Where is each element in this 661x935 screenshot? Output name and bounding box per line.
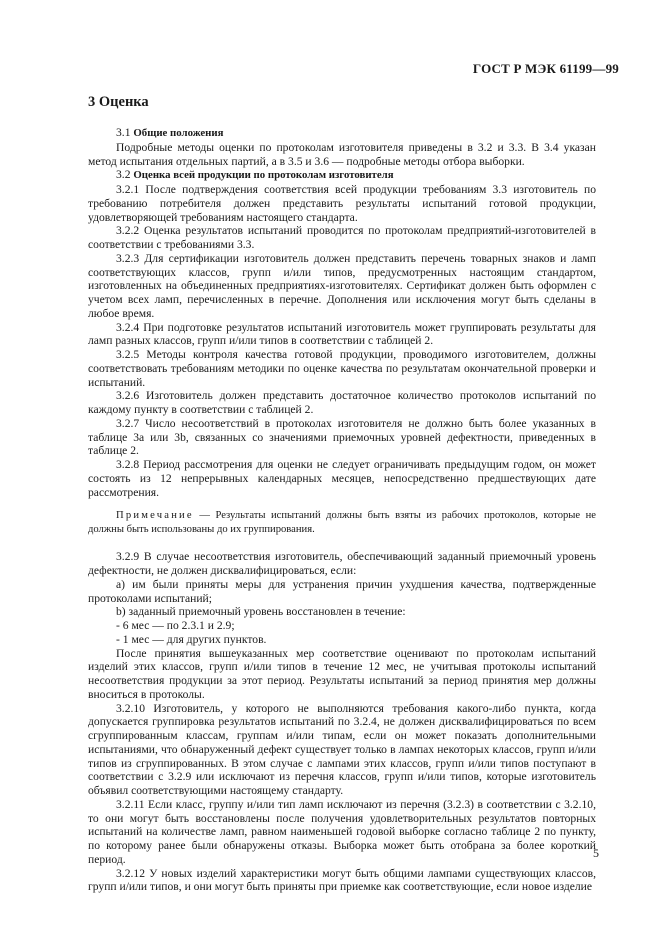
paragraph: 3.2.4 При подготовке результатов испытаний изготовитель может группировать результаты для ламп разных классов, групп и/или типов в соответствии с таблицей 2. (88, 320, 596, 348)
paragraph: 3.2.8 Период рассмотрения для оценки не следует ограничивать предыдущим годом, он может состоять из 12 непрерывных календарных месяцев, непосредственно предшествующих дате рассмотрения. (88, 458, 596, 499)
list-item: b) заданный приемочный уровень восстановлен в течение: (116, 605, 406, 619)
paragraph: 3.2.9 В случае несоответствия изготовитель, обеспечивающий заданный приемочный уровень дефектности, не должен дисквалифицироваться, если: (88, 550, 596, 577)
paragraph: 3.2.5 Методы контроля качества готовой продукции, проводимого изготовителем, должны соответствовать требованиям методики по оценке качества по результатам окончательной проверки и испытаний. (88, 348, 596, 389)
page-number: 5 (593, 846, 599, 860)
paragraph: 3.2.12 У новых изделий характеристики могут быть общими лампами существующих классов, групп и/или типов, и они могут быть приняты при приемке как соответствующие, если новое изделие (88, 866, 596, 894)
paragraph: Подробные методы оценки по протоколам изготовителя приведены в 3.2 и 3.3. В 3.4 указан метод испытания отдельных партий, а в 3.5 и 3.6 — подробные методы отбора выборки. (88, 140, 596, 168)
note-text: — Результаты испытаний должны быть взяты из рабочих протоколов, которые не должны быть использованы до их группирования. (88, 510, 596, 535)
subsection-number: 3.2 (116, 168, 131, 182)
section-title: 3 Оценка (88, 94, 149, 110)
subsection-title: Общие положения (133, 127, 224, 139)
list-item: a) им были приняты меры для устранения причин ухудшения качества, подтвержденные протоколами испытаний; (88, 577, 596, 605)
note-label: Примечание (116, 510, 194, 522)
subsection-heading (88, 126, 596, 141)
paragraph: 3.2.1 После подтверждения соответствия всей продукции требованиям 3.3 изготовитель по требованию потребителя должен представить результаты испытаний готовой продукции, удовлетворяющей требованиям настоящего стандарта. (88, 183, 596, 224)
paragraph: 3.2.3 Для сертификации изготовитель должен представить перечень товарных знаков и ламп соответствующих классов, групп и/или типов, предусмотренных настоящим стандартом, изготовленных на объединенных предприятиях-изготовителях. Сертификат должен быть оформлен с учетом всех ламп, перечисленных в перечне. Дополнения или исключения могут быть сделаны в любое время. (88, 251, 596, 320)
paragraph: 3.2.11 Если класс, группу и/или тип ламп исключают из перечня (3.2.3) в соответствии с 3.2.10, то они могут быть восстановлены после получения удовлетворительных результатов повторных испытаний на количестве ламп, равном наименьшей годовой выборке согласно таблице 2 по пункту, по которому ранее были обнаружены отказы. Выборка может быть отобрана за более короткий период. (88, 797, 596, 866)
paragraph: 3.2.10 Изготовитель, у которого не выполняются требования какого-либо пункта, когда допускается группировка результатов испытаний по 3.2.4, не должен дисквалифицироваться по всем сгруппированным классам, группам и/или типам, если он может показать дополнительными испытаниями, что обнаруженный дефект существует только в лампах некоторых классов, групп и/или типов из сгруппированных. В этом случае с лампами этих классов, групп и/или типов поступают в соответствии с 3.2.9 или исключают из перечня классов, групп и/или типов, которые изготовитель объявил соответствующими настоящему стандарту. (88, 701, 596, 797)
paragraph: 3.2.6 Изготовитель должен представить достаточное количество протоколов испытаний по каждому пункту в соответствии с таблицей 2. (88, 389, 596, 416)
note (88, 509, 596, 536)
list-item: - 6 мес — по 2.3.1 и 2.9; (116, 619, 235, 632)
document-body (88, 126, 596, 894)
subsection-title: Оценка всей продукции по протоколам изготовителя (133, 169, 394, 182)
subsection-number: 3.1 (116, 126, 131, 139)
list-item: - 1 мес — для других пунктов. (116, 632, 267, 646)
subsection-heading (88, 168, 596, 183)
standard-header: ГОСТ Р МЭК 61199—99 (472, 61, 619, 76)
paragraph: 3.2.2 Оценка результатов испытаний проводится по протоколам предприятий-изготовителей в соответствии с требованиями 3.3. (88, 224, 596, 251)
paragraph: 3.2.7 Число несоответствий в протоколах изготовителя не должно быть более указанных в таблице 3a или 3b, связанных со значениями приемочных уровней дефектности, приведенных в таблице 2. (88, 416, 596, 458)
paragraph: После принятия вышеуказанных мер соответствие оценивают по протоколам испытаний изделий этих классов, групп и/или типов в течение 12 мес, не учитывая протоколы испытаний несоответствия продукции за этот период. Результаты испытаний за период принятия мер должны вноситься в протоколы. (88, 646, 596, 701)
